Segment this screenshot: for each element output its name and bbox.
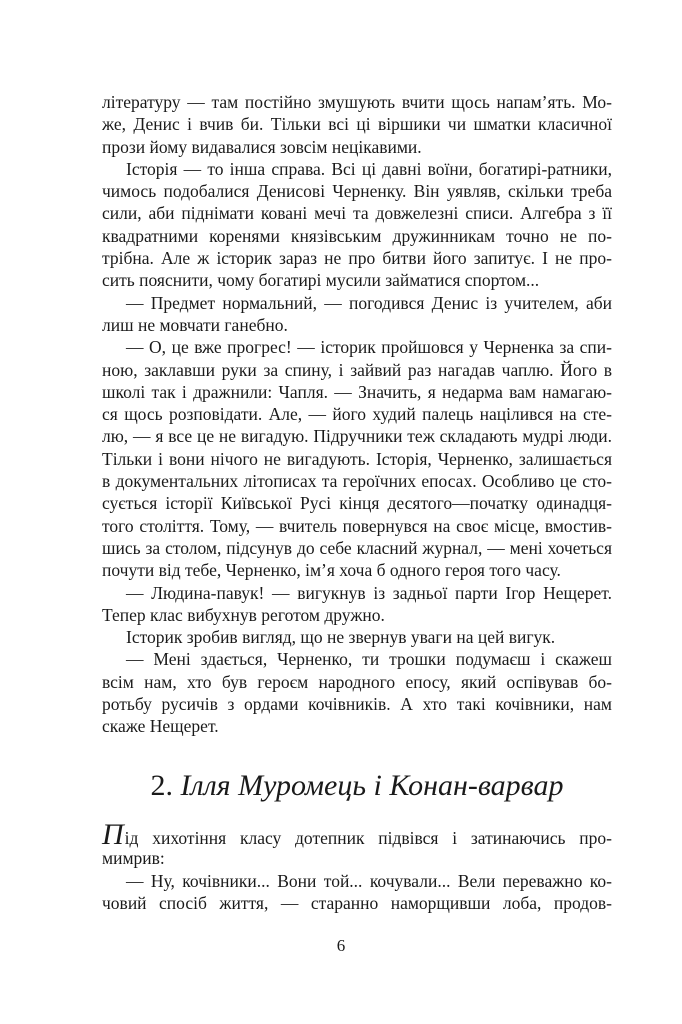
- text-line: прози йому видавалися зовсім нецікавими.: [102, 136, 422, 157]
- text-line: лю, — я все це не вигадую. Підручники теж складають мудрі люди.: [102, 426, 612, 447]
- text-line: сить пояснити, чому богатирі мусили займатися спортом...: [102, 270, 540, 291]
- text-line: сується історії Київської Русі кінця десятого—початку одинадця-: [102, 493, 612, 514]
- text-line: того століття. Тому, — вчитель повернувся на своє місце, вмостив-: [102, 515, 612, 536]
- text-line: ротьбу русичів з ордами кочівників. А хто такі кочівники, нам: [102, 694, 612, 715]
- body-text: [102, 91, 612, 738]
- page-number: 6: [336, 936, 346, 955]
- text-line: Тепер клас вибухнув реготом дружно.: [102, 604, 385, 625]
- text-line: школі так і дражнили: Чапля. — Значить, я недарма вам намагаю-: [102, 381, 612, 402]
- drop-cap: П: [102, 818, 124, 851]
- text-line: сили, аби піднімати ковані мечі та довжелезні списи. Алгебра з її: [102, 203, 612, 224]
- text-line: Історія — то інша справа. Всі ці давні воїни, богатирі-ратники,: [126, 158, 612, 179]
- text-line: трібна. Але ж історик зараз не про битви його запитує. І не про-: [102, 248, 612, 269]
- text-line: квадратними коренями князівським дружинникам точно не по-: [102, 225, 612, 246]
- text-line: всім нам, хто був героєм народного епосу, який оспівував бо-: [102, 671, 612, 692]
- chapter-first-line: [102, 818, 612, 851]
- chapter-title: Ілля Муромець і Конан-варвар: [180, 769, 564, 802]
- text-line: мимрив:: [102, 848, 165, 869]
- text-line: — О, це вже прогрес! — історик пройшовся у Черненка за спи-: [126, 337, 612, 358]
- text-line: літературу — там постійно змушують вчити щось напам’ять. Мо-: [102, 92, 612, 112]
- text-line: чимось подобалися Денисові Черненку. Він уявляв, скільки треба: [102, 181, 612, 202]
- first-line-text: ід хихотіння класу дотепник підвівся і затинаючись про-: [124, 828, 612, 848]
- chapter-body-text: [102, 818, 612, 914]
- text-line: шись за столом, підсунув до себе класний журнал, — мені хочеться: [102, 537, 612, 558]
- text-line: скаже Нещерет.: [102, 716, 219, 737]
- text-line: ною, заклавши руки за спину, і зайвий раз нагадав чаплю. Його в: [102, 359, 612, 380]
- chapter-number: 2.: [150, 769, 173, 802]
- chapter-heading: [102, 766, 612, 806]
- text-line: в документальних літописах та героїчних епосах. Особливо це сто-: [102, 471, 612, 492]
- text-line: — Мені здається, Черненко, ти трошки подумаєш і скажеш: [126, 649, 612, 670]
- text-line: Тільки і вони нічого не вигадують. Історія, Черненко, залишається: [102, 448, 612, 469]
- text-line: Історик зробив вигляд, що не звернув уваги на цей вигук.: [126, 627, 556, 648]
- text-line: лиш не мовчати ганебно.: [102, 314, 288, 335]
- text-line: — Людина-павук! — вигукнув із задньої парти Ігор Нещерет.: [126, 582, 612, 603]
- text-line: — Предмет нормальний, — погодився Денис із учителем, аби: [126, 292, 612, 313]
- text-line: ся щось розповідати. Але, — його худий палець націлився на сте-: [102, 404, 612, 425]
- text-line: же, Денис і вчив би. Тільки всі ці віршики чи шматки класичної: [102, 114, 612, 135]
- text-line: — Ну, кочівники... Вони той... кочували... Вели переважно ко-: [126, 870, 612, 891]
- text-line: почути від тебе, Черненко, ім’я хоча б одного героя того часу.: [102, 560, 561, 581]
- text-line: човий спосіб життя, — старанно наморщивши лоба, продов-: [102, 892, 612, 913]
